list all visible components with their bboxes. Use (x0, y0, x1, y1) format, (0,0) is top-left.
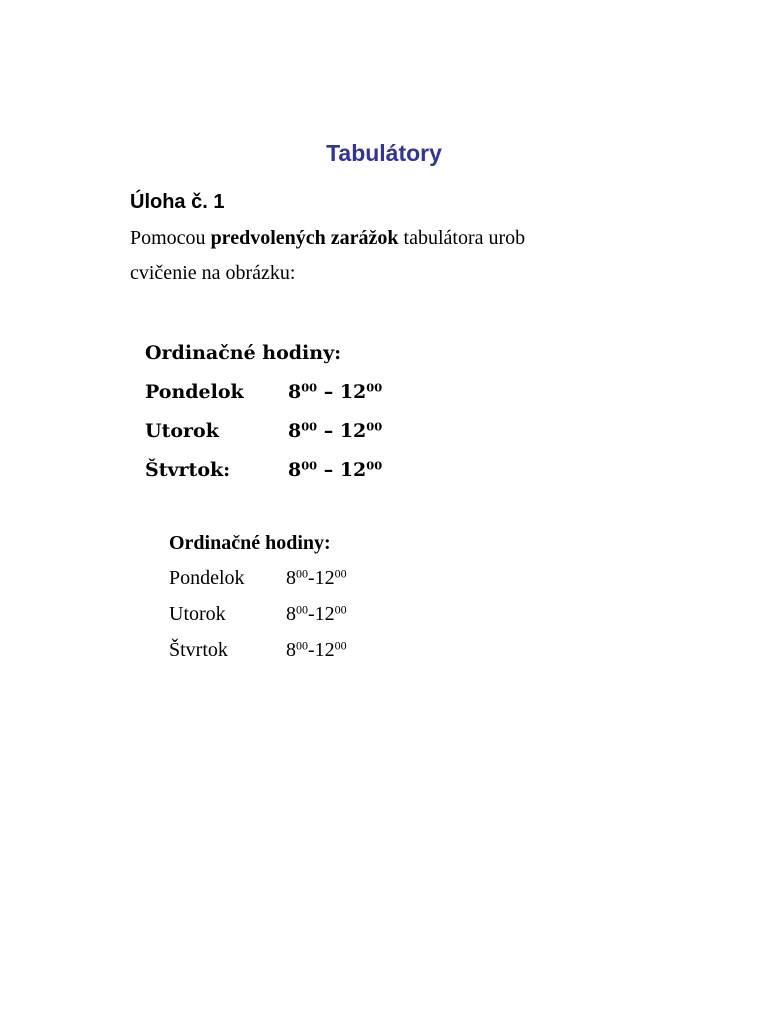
to-minutes: 00 (334, 638, 347, 653)
sample-day: Utorok (145, 420, 219, 442)
to-minutes: 00 (334, 566, 347, 581)
time-separator: - (308, 639, 315, 661)
time-separator: - (308, 567, 315, 589)
time-separator: - (308, 603, 315, 625)
typed-time (286, 567, 347, 590)
from-minutes: 00 (296, 638, 308, 653)
to-hour: 12 (339, 420, 367, 442)
sample-heading: Ordinačné hodiny: (145, 342, 342, 364)
task-heading: Úloha č. 1 (130, 191, 225, 213)
to-hour: 12 (314, 603, 335, 625)
instruction-suffix: tabulátora urob (398, 227, 526, 249)
from-hour: 8 (286, 639, 296, 661)
time-separator: – (317, 381, 340, 403)
from-minutes: 00 (301, 380, 318, 395)
from-hour: 8 (288, 381, 302, 403)
sample-day: Pondelok (145, 381, 244, 403)
to-hour: 12 (339, 381, 367, 403)
from-hour: 8 (286, 603, 296, 625)
typed-result (169, 530, 469, 670)
page-title: Tabulátory (326, 140, 442, 166)
from-minutes: 00 (296, 566, 308, 581)
typed-time (286, 603, 347, 626)
typed-day: Utorok (169, 603, 226, 625)
instruction-line-2: cvičenie na obrázku: (130, 262, 296, 284)
from-minutes: 00 (301, 458, 318, 473)
time-separator: – (317, 420, 340, 442)
sample-day: Štvrtok: (145, 459, 231, 481)
typed-heading: Ordinačné hodiny: (169, 532, 331, 554)
from-minutes: 00 (301, 419, 318, 434)
typed-day: Štvrtok (169, 639, 228, 661)
from-hour: 8 (286, 567, 296, 589)
from-hour: 8 (288, 420, 302, 442)
sample-time (288, 459, 382, 481)
sample-time (288, 381, 382, 403)
to-hour: 12 (314, 639, 335, 661)
instruction-prefix: Pomocou (130, 227, 211, 249)
sample-time (288, 420, 382, 442)
sample-image (143, 338, 403, 488)
from-hour: 8 (288, 459, 302, 481)
typed-day: Pondelok (169, 567, 245, 589)
to-minutes: 00 (366, 380, 383, 395)
time-separator: – (317, 459, 340, 481)
to-minutes: 00 (366, 458, 383, 473)
instruction-line-1 (130, 226, 525, 250)
instruction-bold: predvolených zarážok (210, 227, 399, 249)
to-minutes: 00 (366, 419, 383, 434)
from-minutes: 00 (296, 602, 308, 617)
to-hour: 12 (314, 567, 335, 589)
typed-time (286, 639, 347, 662)
to-hour: 12 (339, 459, 367, 481)
to-minutes: 00 (334, 602, 347, 617)
